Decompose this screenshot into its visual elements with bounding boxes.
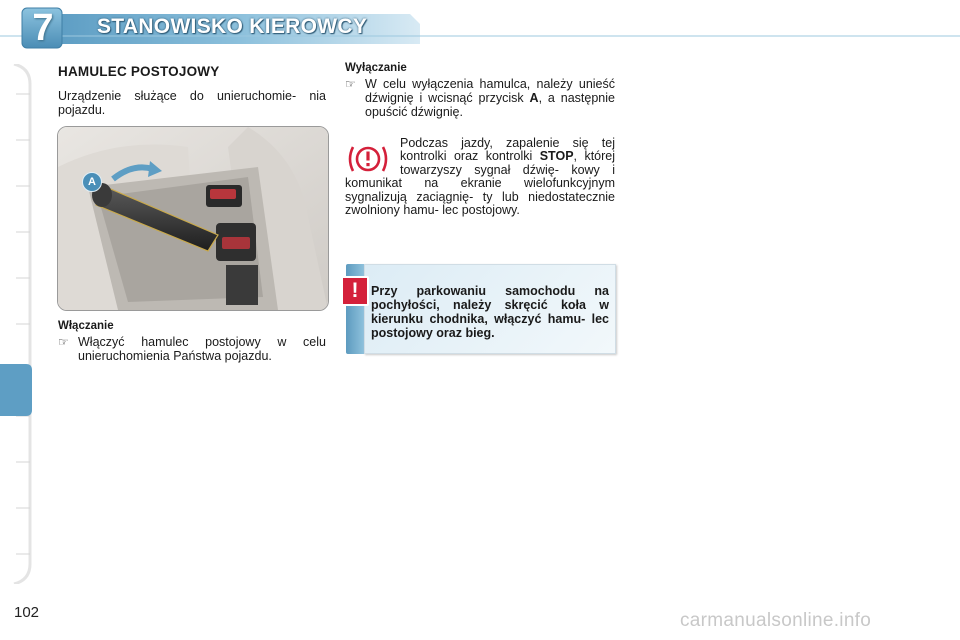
releasing-text-before: W celu wyłączenia hamulca, należy unieść dźwignię i wcisnąć przycisk	[365, 77, 615, 105]
parking-note-text: Przy parkowaniu samochodu na pochyłości, należy skręcić koła w kierunku chodnika, włączyć hamu- lec postojowy oraz bieg.	[371, 284, 609, 340]
page-number: 102	[14, 604, 40, 621]
engaging-instruction	[58, 335, 326, 363]
warning-text-before: Podczas jazdy, zapalenie się tej kontrolki oraz kontrolki	[400, 136, 615, 164]
stop-word: STOP	[539, 149, 574, 164]
engaging-text: Włączyć hamulec postojowy w celu unieruchomienia Państwa pojazdu.	[78, 335, 326, 363]
button-a-marker: A	[82, 172, 102, 192]
exclamation-icon: !	[341, 276, 369, 306]
releasing-text	[365, 77, 615, 119]
parking-brake-photo	[57, 126, 329, 311]
watermark: carmanualsonline.info	[680, 610, 872, 631]
releasing-text-after: , a następnie opuścić dźwignię.	[365, 91, 615, 119]
chapter-header	[0, 0, 960, 54]
section-title: HAMULEC POSTOJOWY	[58, 64, 220, 79]
pointing-hand-icon: ☞	[345, 77, 356, 91]
engaging-section	[58, 320, 326, 363]
chapter-number: 7	[32, 7, 54, 49]
button-a-reference: A	[529, 91, 539, 105]
releasing-instruction	[345, 77, 615, 119]
warning-text-after: , której towarzyszy sygnał dźwię- kowy i komunikat na ekranie wielofunkcyjnym sygnalizują zaciągnię- ty lub niedostatecznie zwolniony hamu- lec postojowy.	[345, 149, 616, 218]
chapter-side-tabs	[0, 64, 34, 584]
section-intro: Urządzenie służące do unieruchomie- nia pojazdu.	[58, 89, 326, 117]
pointing-hand-icon: ☞	[58, 335, 69, 349]
engaging-heading: Włączanie	[58, 320, 114, 332]
releasing-heading: Wyłączanie	[345, 62, 407, 74]
active-chapter-tab	[0, 364, 32, 416]
brake-warning-lamp-icon	[346, 141, 390, 177]
releasing-section	[345, 62, 615, 119]
chapter-title: STANOWISKO KIEROWCY	[97, 15, 368, 38]
